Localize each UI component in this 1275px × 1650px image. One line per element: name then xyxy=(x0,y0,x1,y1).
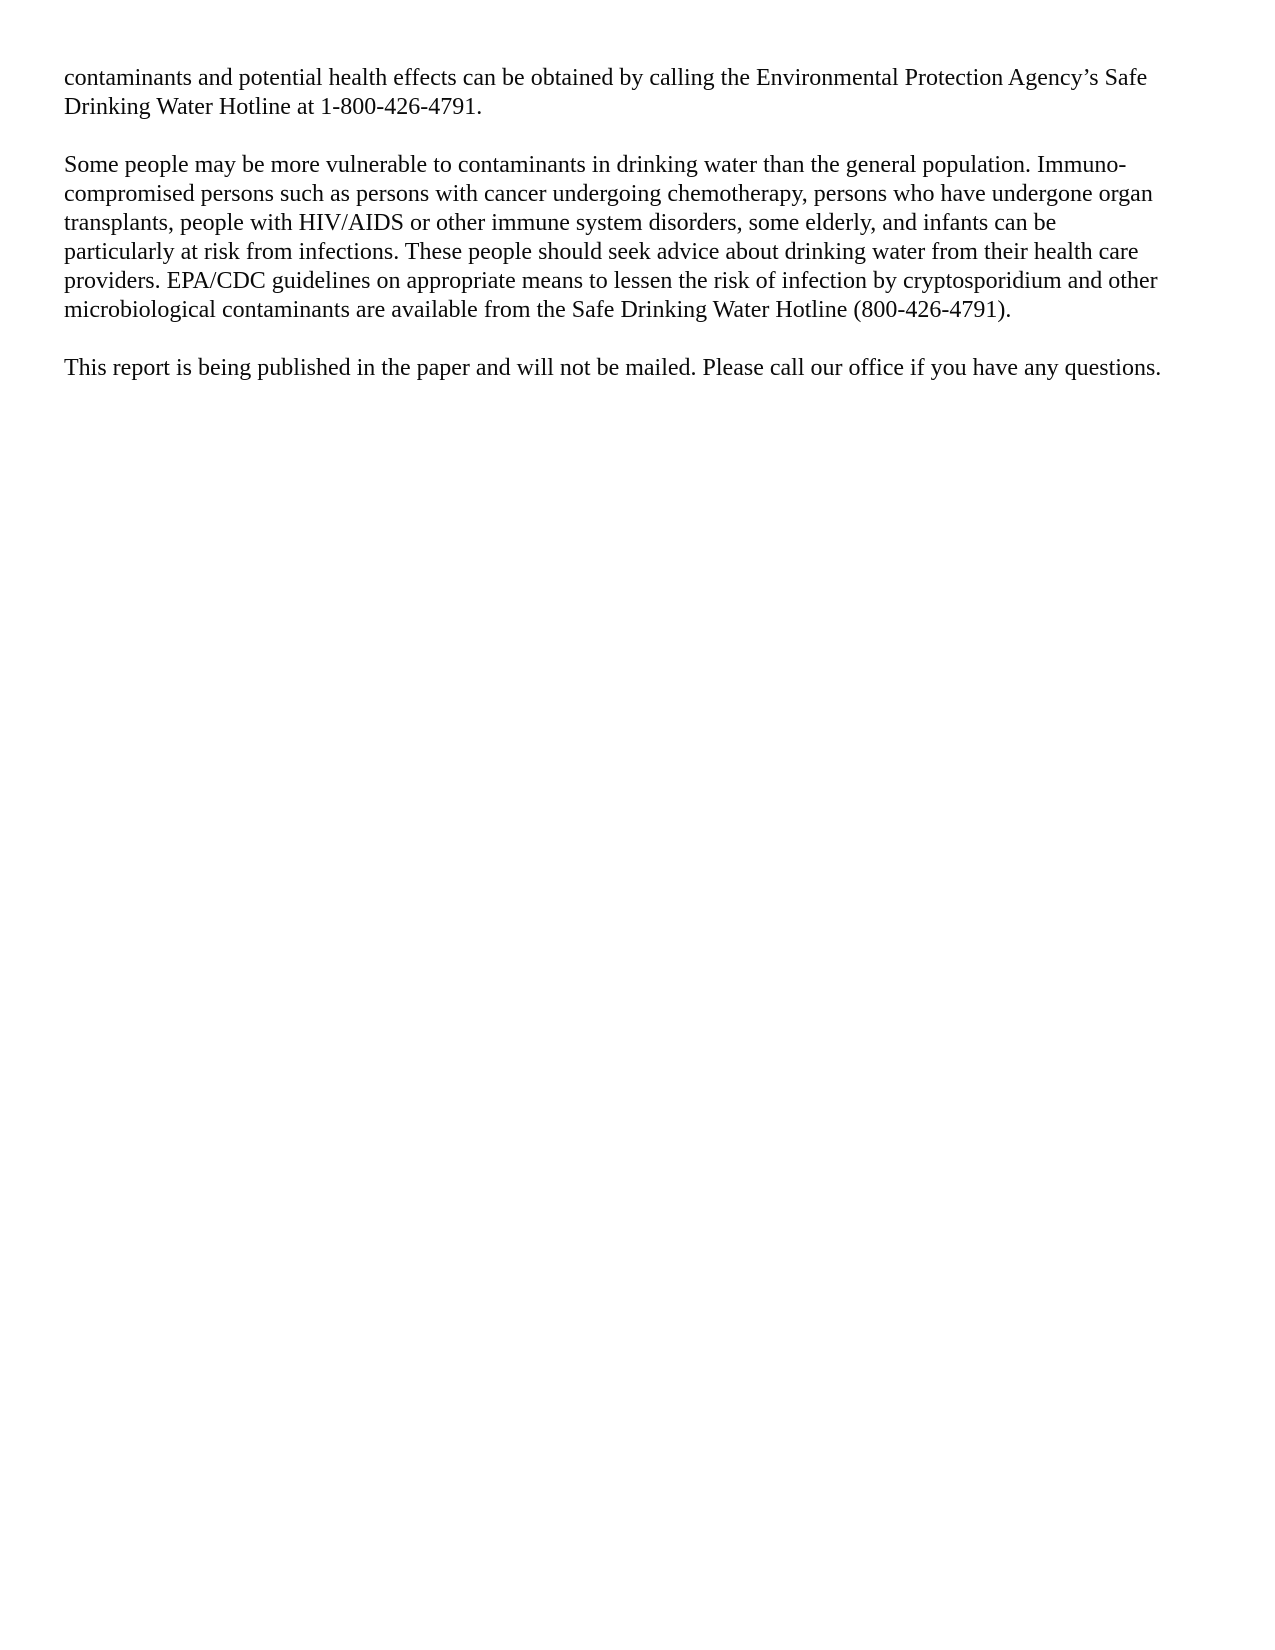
text-line: particularly at risk from infections. These people should seek advice about drinking water from their health care xyxy=(64,239,1139,265)
paragraph-hotline xyxy=(64,64,1224,122)
paragraph-vulnerable-populations xyxy=(64,151,1224,325)
text-line: Some people may be more vulnerable to contaminants in drinking water than the general population. Immuno- xyxy=(64,152,1127,178)
text-line: transplants, people with HIV/AIDS or other immune system disorders, some elderly, and infants can be xyxy=(64,210,1057,236)
text-line: compromised persons such as persons with cancer undergoing chemotherapy, persons who have undergone organ xyxy=(64,181,1153,207)
text-line: contaminants and potential health effects can be obtained by calling the Environmental Protection Agency’s Safe xyxy=(64,65,1148,91)
paragraph-publication-notice xyxy=(64,354,1224,383)
text-line: microbiological contaminants are available from the Safe Drinking Water Hotline (800-426-4791). xyxy=(64,297,1012,323)
text-line: This report is being published in the paper and will not be mailed. Please call our office if you have any questions. xyxy=(64,355,1162,381)
text-line: providers. EPA/CDC guidelines on appropriate means to lessen the risk of infection by cryptosporidium and other xyxy=(64,268,1158,294)
text-line: Drinking Water Hotline at 1-800-426-4791. xyxy=(64,94,483,120)
document-body xyxy=(64,64,1224,412)
